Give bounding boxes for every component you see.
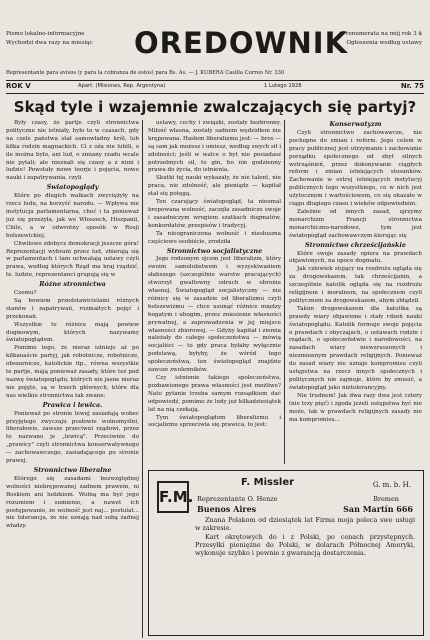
masthead-subtitle: Pismo lokalno-informacyjne	[6, 31, 85, 37]
article-paragraph: Nie trudnem! Jak dwa razy dwa jest cztery (nie trzy pięć) i zgoda jeżeli ustępstwa być nie może, tak w prawdach religijnych zasady nie ma kompromisu...	[289, 392, 422, 423]
city-bremen: Bremen	[373, 495, 399, 503]
column-divider	[142, 120, 143, 638]
article-paragraph: Ponieważ po stronie lewej zasiadają wobec przyjętego zwyczaju posłowie wolnomyślni, liberałowie, zawsze przeciwni rządowi, przez to nazwano je „lewicą". Przeciwnie do „prawicy" czyli stronnictwa konserwatywnego — zachowawczego, zasiadającego po stronie prawej.	[6, 410, 139, 465]
rule-top	[6, 80, 424, 81]
article-paragraph: ustawy, cechy i związki, zostały bezbronny. Miłość własna, zostały sadnem wędzidłem nie krępowana. Hasłem liberalizmu jest: — bros — są sam jak możesz i umiesz, według swych sił i zdolności; jeśli w walce o byt nie posiadasz potrzebnych sił, to gin, bo nie godzienny prawa do życia, do istnienia.	[148, 120, 281, 174]
article-paragraph: Ta nieograniczona wolność i niesłuszna częściowo osobiście, zrodziła	[148, 230, 281, 245]
article-paragraph: Czemu?	[14, 290, 37, 297]
article-paragraph: Które po długich walkach zwyciężyły na rzecz ludu, na korzyść narodu. — Wpływa nie instytucja parlamentarna, choć i ta ponieważ już się przeżyła, jak we Włoszech, Hiszpanii, Chile, a w odwrotny sposób w Rosji bolszewickiej.	[6, 193, 139, 239]
subscription-price: Prenumerata na mój rok 3 $	[342, 31, 422, 37]
article-column-3	[289, 120, 422, 464]
newspaper-title: OREDOWNIK	[134, 26, 349, 60]
masthead-right	[302, 30, 422, 47]
article-paragraph: Są bowiem przedstawicielami różnych stanów i zapatrywań, rozmaitych pojęć i przekonań.	[6, 297, 139, 320]
ad-paragraph: Znana Polakom od dziesiątek lat Firma moja poleca swe usługi w zakresie.	[195, 516, 415, 533]
issue-number: Nr. 75	[400, 82, 424, 90]
section-heading: Stronnictwo liberalne	[33, 465, 112, 474]
article-paragraph: Jak człowiek stojący na rozdrożu ogląda się za drogowskazem, tak chrześcijanin, a szczególnie katolik ogląda się na rozdrożu religijnem i moralnem, na społecznem czyli politycznem za drogowskazem, abym zbłądził.	[289, 266, 422, 304]
article-column-2	[148, 120, 281, 464]
article-paragraph: Takim drogowskazem dla katolika są prawdy wiary objawione i stały rdzeń nauki światopoglądu. Katolik formuje swoje pojęcia o prawdach i obyczajach, o ustawach rodzin i rządach, o społeczeństwie i narodowości, na zasadach wiary niewzruszonych i niezmiennym prawdach religijnych. Ponieważ do zasad wiary nie uznaje kompromisu czyli ustępstwa na rzecz innych społecznych i politycznych nie zajmuje, które by zmusić, a światopogląd jako nietolerancyjny.	[289, 305, 422, 391]
section-heading: Światopoglądy	[46, 183, 99, 192]
advertisement-box	[148, 470, 424, 636]
masthead-left	[6, 30, 134, 47]
column-divider	[284, 120, 285, 464]
publisher-location: Apart. (Misiones, Rep. Argentyna)	[78, 83, 166, 89]
article-paragraph: Chwilowo zdobycz demokracji jeszcze góra! Reprezentacji wybrani przez lud, zbierają się w parlamentach i tam uchwalają ustawy czyli prawa, według których Rząd ma kraj rządzić, te. ludzie, reprezentanci grupują się w	[6, 240, 139, 279]
article-paragraph: Czyli stronnictwo zachowawcze, nie pochopne do zmian i reform. Jego celem w pracy publicznej jest utrzymanie i zachowanie porządku społecznego od zbyt silnych wstrząśnień, przez dokonywanie ciągłych reform i zmian istniejących stosunków. Zachowanie w ostrej istniejących instytucyj publicznych tego wszystkiego, co w nich jest użytecznem i wartościowem, co się okazało w ciągu długiego czasu i wieków odpowiednim.	[289, 129, 422, 208]
article-paragraph: Ten czarujący światopogląd, ta nieomal krepowana wolność, zaczęła zasadniczo swoje i zasadniczym wrogiem szatkach dogmatów, konkordatów, przepisów i tradycyj.	[148, 199, 281, 229]
article-paragraph: Były czasy, że partje czyli stronnictwa polityczne nie istniały, było to w czasach, gdy na czele państwa stał samowładny król, lub kilka rodzin magnackich. Ci z oźa nie lubili, o ile można było, ani lud, o zmiany rzadu wcale nie pytali; ale nieznali się czasy a z nimi i ludzie! Powstały nowe teorje i pojęcia, nowe nauki i zapatrywania, czyli	[6, 120, 139, 182]
article-paragraph: Wszystkie te różnice mają powiew dogmowym, których nazywamy światopoglądem.	[6, 321, 139, 344]
section-heading: Konserwatyzm	[329, 120, 382, 128]
article-paragraph: Skutki tej nauki wykazały, że nie talent, nie praca, nie zdolność, ale pieniądz — kapitał stał się potęgą.	[148, 175, 281, 198]
issue-date: 1 Lutego 1928	[264, 83, 302, 89]
section-heading: Prawica i lewica.	[42, 400, 103, 409]
city-buenos-aires: Buenos Aires	[197, 504, 257, 514]
article-column-1	[6, 120, 139, 638]
firm-type: G. m. b. H.	[372, 481, 411, 489]
year-label: ROK V	[6, 82, 31, 90]
issue-info-bar	[6, 82, 424, 92]
article-paragraph: Zależnie od innych zasad, ujrzymy monarchizm Francji stronnictwa monarchiczno-narodowe, tym jest światopogląd zachowawczym kierując się	[289, 208, 422, 239]
representative: Reprezentante O. Henze	[197, 495, 278, 503]
ads-note: Ogłoszenia według ustawy	[346, 39, 422, 46]
street-address: San Martín 666	[343, 504, 413, 514]
article-paragraph: Którego się zasadami bezwzględnej wolności niekrępowanej żadnem prawem, ni Boskiem ani ludzkiem. Wolną ma być jego rozumiem i sumienie, a nawet ich postępowanie, że wolność jest naj... postulat... nie tolerancja, że nie uznają nad sobą żadnej władzy.	[6, 475, 139, 530]
representative-line: Representante para avisos (y para la cobranza de estos) para Bs. As. — J. KUBERA Casilla Correo Nr. 330	[6, 70, 285, 76]
article-paragraph: Które swoje zasady opiera na prawdach objawionych, na opoce dogmatu.	[289, 250, 422, 265]
article-paragraph: Czy istnienie takiego społeczeństwa, pozbawionego prawa własności jest możliwe? Nato pytanie trzeba samym rozsądkiem dać odpowiedź, pomimo że ludy już kilkadziesiątek lat na nią czekają.	[148, 375, 281, 413]
firm-name: F. Missler	[241, 477, 295, 488]
article-paragraph: Tym światopoglądom liberalizmu i socjalizmu sprzeciwia się prawica, to jest:	[148, 414, 281, 429]
ad-paragraph: Kart okrętowych do i z Polski, po cenach przystępnych. Przesyłki pieniężne do Polski, w dolarach Północnej Ameryki, wykonuje szybko i pewnie z gwarancją dostarczenia.	[195, 532, 415, 558]
section-heading: Różne stronnictwa	[39, 280, 106, 289]
article-paragraph: Jego rodzonym ojcem jest liberalizm, który swoim samolubstwem i wyzyskiwaniem słabszego (szczególnie warstw pracujących) stworzył gwałtowny odruch w obronie własnej. Światopogląd socjalistyczny — nie różnicy się w zasadzie od liberalizmu czyli bolszewizmu — chce usunąć różnice między bogatym i ubogim, przez zniesienie własności prywatnej, a zaprowadzenia w jej miejsce własności zbiorowej. — Gdyby kapitał i ziemia należały do całego społeczeństwa — mówią socjaliści — to gdy praca byłaby wyłącznie podstawą, byłyby, że wśród tego społeczeństwa, ten światopogląd znajdzie zawsze zwolenników.	[148, 256, 281, 374]
section-heading: Stronnictwo socjalistyczne	[166, 246, 263, 255]
section-heading: Stronnictwo chrześcijańskie	[305, 240, 406, 249]
article-paragraph: Pomimo tego, że nieraz istnieje aż po kilkanaście partyj, jak robotnicze, robotnicze, obszarnicze, katolickie itp., równa wszystkie te partje, mają ponieważ zasady, które też pod nazwę światopoglądu, których nie jasne nieraz nie pojęte, są w trzech głównych, które dla nas wielkie stronnictwa tak zwane:	[6, 345, 139, 399]
ad-body	[195, 516, 415, 557]
rule-bottom	[6, 93, 424, 94]
firm-logo: F.M.	[157, 481, 189, 513]
article-headline: Skąd tyle i wzajemnie zwalczających się partyj?	[13, 98, 417, 116]
masthead-frequency: Wychodzi dwa razy na miesiąc	[6, 39, 93, 46]
